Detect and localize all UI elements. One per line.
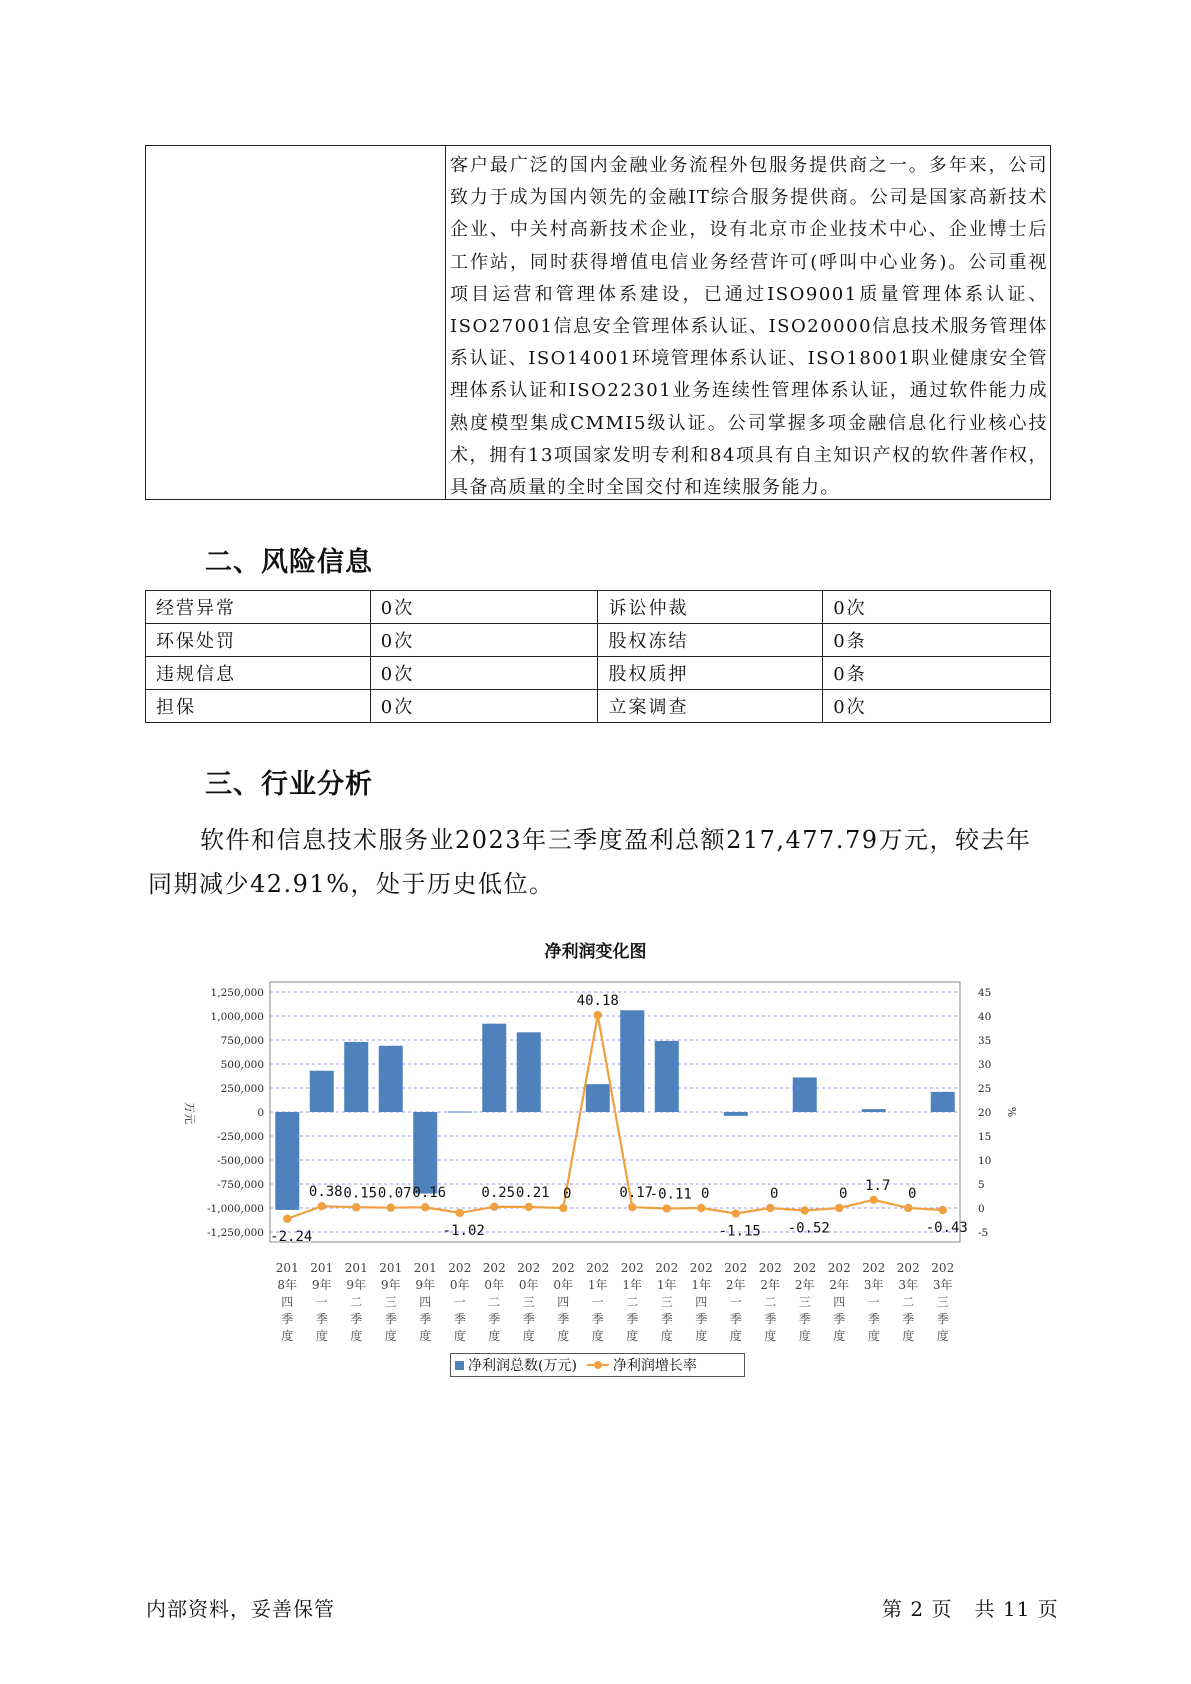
industry-paragraph: 软件和信息技术服务业2023年三季度盈利总额217,477.79万元，较去年同期减少42.91%，处于历史低位。 xyxy=(148,826,1032,898)
category-label: 一 xyxy=(315,1295,328,1309)
category-label: 3年 xyxy=(932,1278,953,1292)
growth-data-label: 0.25 xyxy=(481,1184,516,1201)
chart-legend xyxy=(450,1353,745,1377)
growth-data-label: 0.07 xyxy=(377,1185,412,1202)
growth-point xyxy=(318,1202,326,1210)
growth-point xyxy=(628,1203,636,1211)
risk-key: 立案调查 xyxy=(598,690,823,723)
legend-line-swatch xyxy=(587,1364,609,1366)
category-label: 度 xyxy=(350,1329,363,1343)
risk-key: 股权冻结 xyxy=(598,624,823,657)
growth-point xyxy=(283,1215,291,1223)
growth-point xyxy=(870,1196,878,1204)
bar xyxy=(724,1112,748,1116)
category-label: 三 xyxy=(522,1295,535,1309)
growth-data-label: -0.52 xyxy=(787,1220,830,1237)
growth-point xyxy=(490,1203,498,1211)
right-tick-label: 10 xyxy=(978,1155,992,1167)
category-label: 二 xyxy=(626,1295,639,1309)
category-label: 二 xyxy=(902,1295,915,1309)
bar xyxy=(344,1042,368,1112)
category-label: 度 xyxy=(419,1329,432,1343)
bar xyxy=(862,1109,886,1112)
legend-bar-label: 净利润总数(万元) xyxy=(468,1358,577,1374)
bar xyxy=(482,1024,506,1112)
growth-data-label: -2.24 xyxy=(270,1228,313,1245)
legend-bar-swatch xyxy=(455,1361,464,1370)
category-label: 2年 xyxy=(794,1278,815,1292)
category-label: 202 xyxy=(827,1261,851,1275)
category-label: 季 xyxy=(488,1312,501,1326)
category-label: 季 xyxy=(798,1312,811,1326)
category-label: 季 xyxy=(833,1312,846,1326)
growth-point xyxy=(352,1203,360,1211)
category-label: 度 xyxy=(315,1329,328,1343)
category-label: 9年 xyxy=(380,1278,401,1292)
growth-point xyxy=(387,1203,395,1211)
category-label: 度 xyxy=(660,1329,673,1343)
growth-data-label: 0 xyxy=(701,1186,710,1202)
left-tick-label: 1,000,000 xyxy=(210,1011,264,1023)
category-label: 季 xyxy=(522,1312,535,1326)
growth-data-label: 0 xyxy=(770,1186,779,1202)
category-label: 0年 xyxy=(449,1278,470,1292)
category-label: 季 xyxy=(557,1312,570,1326)
category-label: 季 xyxy=(695,1312,708,1326)
risk-key: 经营异常 xyxy=(146,591,371,624)
left-tick-label: 500,000 xyxy=(220,1059,264,1071)
category-label: 202 xyxy=(482,1261,506,1275)
left-tick-label: -1,000,000 xyxy=(207,1203,264,1215)
growth-data-label: 0.17 xyxy=(619,1185,654,1202)
category-label: 202 xyxy=(793,1261,817,1275)
category-label: 度 xyxy=(557,1329,570,1343)
left-tick-label: -250,000 xyxy=(217,1131,264,1143)
company-intro-text: 客户最广泛的国内金融业务流程外包服务提供商之一。多年来，公司致力于成为国内领先的金融IT综合服务提供商。公司是国家高新技术企业、中关村高新技术企业，设有北京市企业技术中心、企业博士后工作站，同时获得增值电信业务经营许可(呼叫中心业务)。公司重视项目运营和管理体系建设，已通过ISO9001质量管理体系认证、ISO27001信息安全管理体系认证、ISO20000信息技术服务管理体系认证、ISO14001环境管理体系认证、ISO18001职业健康安全管理体系认证和ISO22301业务连续性管理体系认证，通过软件能力成熟度模型集成CMMI5级认证。公司掌握多项金融信息化行业核心技术，拥有13项国家发明专利和84项具有自主知识产权的软件著作权，具备高质量的全时全国交付和连续服务能力。 xyxy=(450,155,1048,499)
category-label: 202 xyxy=(517,1261,541,1275)
category-label: 季 xyxy=(867,1312,880,1326)
risk-key: 违规信息 xyxy=(146,657,371,690)
category-label: 度 xyxy=(902,1329,915,1343)
category-label: 季 xyxy=(384,1312,397,1326)
growth-data-label: 0 xyxy=(908,1186,917,1202)
growth-point xyxy=(835,1204,843,1212)
bar xyxy=(448,1112,472,1113)
category-label: 202 xyxy=(862,1261,886,1275)
risk-value: 0条 xyxy=(823,624,1051,657)
category-label: 2年 xyxy=(760,1278,781,1292)
category-label: 3年 xyxy=(898,1278,919,1292)
category-label: 季 xyxy=(626,1312,639,1326)
risk-value: 0次 xyxy=(370,690,598,723)
right-tick-label: 35 xyxy=(978,1035,992,1047)
category-label: 0年 xyxy=(553,1278,574,1292)
growth-data-label: 0 xyxy=(563,1186,572,1202)
left-tick-label: -750,000 xyxy=(217,1179,264,1191)
category-label: 季 xyxy=(591,1312,604,1326)
growth-data-label: 1.7 xyxy=(865,1177,891,1194)
category-label: 度 xyxy=(867,1329,880,1343)
category-label: 0年 xyxy=(518,1278,539,1292)
growth-point xyxy=(421,1203,429,1211)
footer-confidential: 内部资料，妥善保管 xyxy=(146,1597,335,1621)
category-label: 四 xyxy=(419,1295,432,1309)
category-label: 202 xyxy=(448,1261,472,1275)
category-label: 度 xyxy=(729,1329,742,1343)
category-label: 202 xyxy=(724,1261,748,1275)
category-label: 季 xyxy=(729,1312,742,1326)
growth-data-label: 0 xyxy=(839,1186,848,1202)
category-label: 一 xyxy=(453,1295,466,1309)
growth-data-label: 0.16 xyxy=(412,1185,447,1202)
category-label: 季 xyxy=(281,1312,294,1326)
risk-section-heading: 二、风险信息 xyxy=(205,547,373,578)
risk-key: 诉讼仲裁 xyxy=(598,591,823,624)
right-tick-label: 5 xyxy=(978,1179,985,1191)
category-label: 季 xyxy=(764,1312,777,1326)
category-label: 季 xyxy=(350,1312,363,1326)
category-label: 201 xyxy=(344,1261,368,1275)
right-tick-label: 30 xyxy=(978,1059,992,1071)
growth-point xyxy=(663,1204,671,1212)
bar xyxy=(379,1046,403,1112)
risk-key: 担保 xyxy=(146,690,371,723)
category-label: 二 xyxy=(764,1295,777,1309)
category-label: 季 xyxy=(315,1312,328,1326)
category-label: 三 xyxy=(660,1295,673,1309)
category-label: 0年 xyxy=(484,1278,505,1292)
category-label: 202 xyxy=(896,1261,920,1275)
legend-line-label: 净利润增长率 xyxy=(612,1358,697,1374)
bar xyxy=(275,1112,299,1210)
category-label: 202 xyxy=(620,1261,644,1275)
category-label: 度 xyxy=(798,1329,811,1343)
category-label: 度 xyxy=(522,1329,535,1343)
bar xyxy=(793,1077,817,1112)
bar xyxy=(413,1112,437,1194)
growth-point xyxy=(766,1204,774,1212)
category-label: 度 xyxy=(488,1329,501,1343)
category-label: 四 xyxy=(281,1295,294,1309)
category-label: 三 xyxy=(936,1295,949,1309)
category-label: 度 xyxy=(833,1329,846,1343)
growth-data-label: -1.15 xyxy=(718,1223,761,1240)
left-tick-label: 0 xyxy=(257,1107,264,1119)
category-label: 3年 xyxy=(863,1278,884,1292)
category-label: 8年 xyxy=(277,1278,298,1292)
category-label: 度 xyxy=(936,1329,949,1343)
category-label: 202 xyxy=(586,1261,610,1275)
category-label: 季 xyxy=(453,1312,466,1326)
right-tick-label: 40 xyxy=(978,1011,992,1023)
risk-value: 0次 xyxy=(823,690,1051,723)
bar xyxy=(620,1010,644,1112)
category-label: 四 xyxy=(833,1295,846,1309)
right-tick-label: 15 xyxy=(978,1131,992,1143)
risk-value: 0次 xyxy=(370,624,598,657)
growth-data-label: -1.02 xyxy=(442,1222,485,1239)
category-label: 202 xyxy=(655,1261,679,1275)
bar xyxy=(655,1041,679,1112)
category-label: 一 xyxy=(867,1295,880,1309)
bar xyxy=(931,1092,955,1112)
category-label: 季 xyxy=(936,1312,949,1326)
left-tick-label: -1,250,000 xyxy=(207,1227,264,1239)
growth-point xyxy=(594,1011,602,1019)
category-label: 9年 xyxy=(311,1278,332,1292)
left-tick-label: 250,000 xyxy=(220,1083,264,1095)
risk-value: 0次 xyxy=(370,591,598,624)
growth-data-label: 40.18 xyxy=(576,993,619,1010)
right-tick-label: 45 xyxy=(978,987,992,999)
category-label: 度 xyxy=(281,1329,294,1343)
growth-point xyxy=(697,1204,705,1212)
growth-data-label: -0.43 xyxy=(925,1220,968,1237)
right-tick-label: -5 xyxy=(978,1227,989,1239)
growth-point xyxy=(559,1204,567,1212)
risk-key: 环保处罚 xyxy=(146,624,371,657)
category-label: 201 xyxy=(379,1261,403,1275)
growth-data-label: -0.11 xyxy=(649,1186,692,1203)
industry-section-heading: 三、行业分析 xyxy=(205,769,373,800)
category-label: 二 xyxy=(350,1295,363,1309)
category-label: 202 xyxy=(551,1261,575,1275)
left-axis-title: 万元 xyxy=(183,1102,196,1124)
category-label: 三 xyxy=(798,1295,811,1309)
growth-point xyxy=(939,1206,947,1214)
category-label: 1年 xyxy=(622,1278,643,1292)
risk-value: 0次 xyxy=(823,591,1051,624)
category-label: 度 xyxy=(453,1329,466,1343)
category-label: 四 xyxy=(695,1295,708,1309)
category-label: 202 xyxy=(931,1261,955,1275)
category-label: 201 xyxy=(275,1261,299,1275)
category-label: 一 xyxy=(591,1295,604,1309)
risk-key: 股权质押 xyxy=(598,657,823,690)
growth-point xyxy=(525,1203,533,1211)
right-tick-label: 20 xyxy=(978,1107,992,1119)
right-tick-label: 0 xyxy=(978,1203,985,1215)
category-label: 202 xyxy=(689,1261,713,1275)
left-tick-label: -500,000 xyxy=(217,1155,264,1167)
category-label: 202 xyxy=(758,1261,782,1275)
category-label: 9年 xyxy=(415,1278,436,1292)
bar xyxy=(310,1071,334,1112)
right-axis-title: % xyxy=(1005,1106,1018,1118)
bar xyxy=(517,1032,541,1112)
left-tick-label: 1,250,000 xyxy=(210,987,264,999)
chart-title: 净利润变化图 xyxy=(544,942,647,962)
left-tick-label: 750,000 xyxy=(220,1035,264,1047)
category-label: 2年 xyxy=(725,1278,746,1292)
growth-point xyxy=(732,1209,740,1217)
category-label: 度 xyxy=(626,1329,639,1343)
growth-data-label: 0.21 xyxy=(515,1184,550,1201)
category-label: 2年 xyxy=(829,1278,850,1292)
category-label: 季 xyxy=(902,1312,915,1326)
category-label: 季 xyxy=(419,1312,432,1326)
category-label: 度 xyxy=(764,1329,777,1343)
risk-value: 0条 xyxy=(823,657,1051,690)
category-label: 1年 xyxy=(691,1278,712,1292)
category-label: 1年 xyxy=(656,1278,677,1292)
category-label: 201 xyxy=(310,1261,334,1275)
risk-value: 0次 xyxy=(370,657,598,690)
bar xyxy=(586,1084,610,1112)
category-label: 9年 xyxy=(346,1278,367,1292)
footer-page-number: 第 2 页 共 11 页 xyxy=(882,1597,1059,1621)
category-label: 四 xyxy=(557,1295,570,1309)
category-label: 度 xyxy=(591,1329,604,1343)
category-label: 季 xyxy=(660,1312,673,1326)
growth-point xyxy=(801,1206,809,1214)
category-label: 一 xyxy=(729,1295,742,1309)
category-label: 度 xyxy=(695,1329,708,1343)
category-label: 1年 xyxy=(587,1278,608,1292)
category-label: 三 xyxy=(384,1295,397,1309)
category-label: 二 xyxy=(488,1295,501,1309)
category-label: 度 xyxy=(384,1329,397,1343)
growth-point xyxy=(456,1209,464,1217)
growth-data-label: 0.15 xyxy=(343,1185,378,1202)
category-label: 201 xyxy=(413,1261,437,1275)
growth-point xyxy=(904,1204,912,1212)
right-tick-label: 25 xyxy=(978,1083,992,1095)
growth-data-label: 0.38 xyxy=(308,1184,343,1201)
